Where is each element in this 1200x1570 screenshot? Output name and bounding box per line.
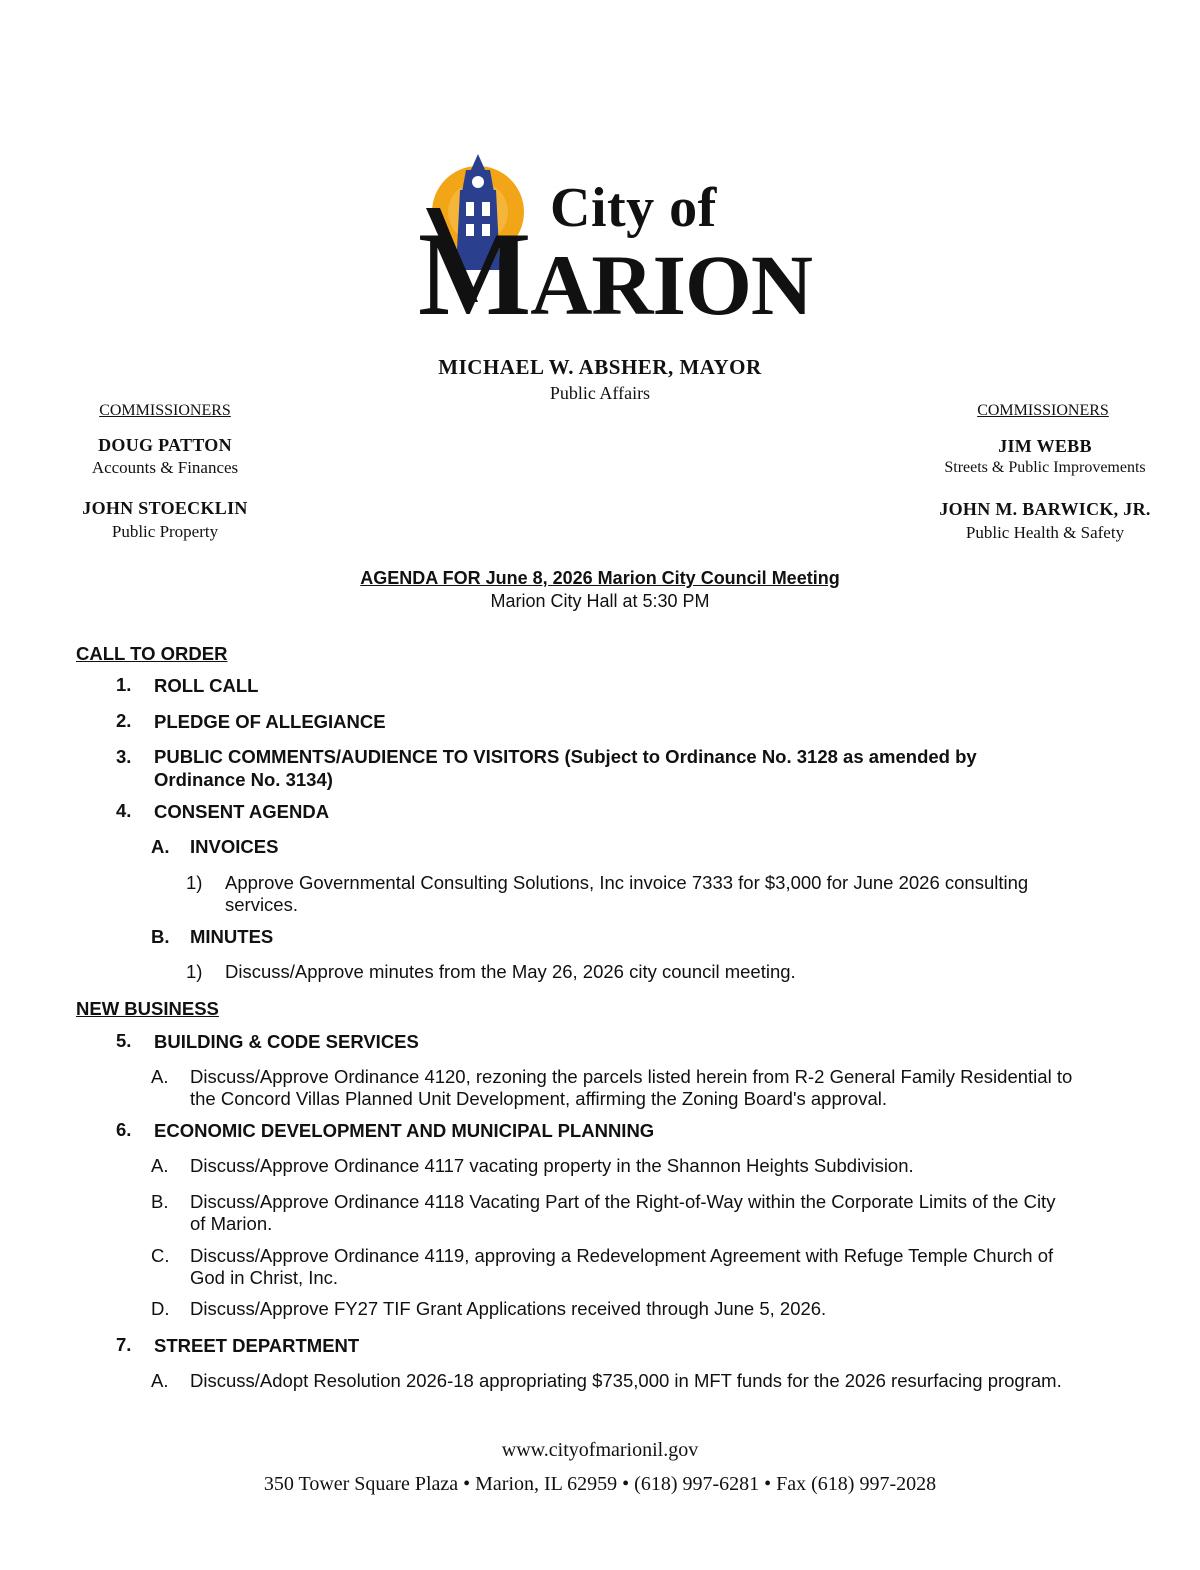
line-ordinance-4118 — [190, 1191, 1150, 1235]
sub-letter: A. — [151, 836, 170, 857]
agenda-subtitle: Marion City Hall at 5:30 PM — [490, 591, 710, 611]
sub-letter: B. — [151, 926, 170, 947]
commissioner-john-barwick — [900, 499, 1190, 543]
commissioner-name: JIM WEBB — [998, 436, 1092, 456]
item-street-department: STREET DEPARTMENT — [154, 1335, 360, 1356]
sub-minutes: MINUTES — [190, 926, 274, 947]
line-number: 1) — [186, 961, 203, 982]
commissioner-name: DOUG PATTON — [98, 435, 232, 455]
line-resolution-2026-18: Discuss/Adopt Resolution 2026-18 appropriating $735,000 in MFT funds for the 2026 resurfacing program. — [190, 1370, 1062, 1391]
section-call-to-order: CALL TO ORDER — [76, 643, 228, 664]
mayor-role: Public Affairs — [549, 383, 651, 403]
item-number: 2. — [116, 710, 132, 731]
logo-line-city: City of — [550, 177, 717, 239]
line-part: God in Christ, Inc. — [190, 1267, 339, 1288]
commissioners-heading: COMMISSIONERS — [977, 402, 1109, 419]
line-invoice-approval — [225, 872, 1145, 916]
item-line: PUBLIC COMMENTS/AUDIENCE TO VISITORS (Subject to Ordinance No. 3128 as amended by — [154, 746, 977, 767]
item-number: 3. — [116, 746, 132, 767]
line-part: Discuss/Approve Ordinance 4120, rezoning the parcels listed herein from R-2 General Family Residential to — [190, 1066, 1073, 1087]
line-part: Discuss/Approve Ordinance 4119, approving a Redevelopment Agreement with Refuge Temple Church of — [190, 1245, 1054, 1266]
item-number: 7. — [116, 1334, 132, 1355]
footer-address: 350 Tower Square Plaza • Marion, IL 62959 • (618) 997-6281 • Fax (618) 997-2028 — [263, 1473, 937, 1495]
item-public-comments — [154, 745, 1154, 791]
commissioner-name: JOHN STOECKLIN — [82, 498, 248, 518]
sub-invoices: INVOICES — [190, 836, 279, 857]
line-part: services. — [225, 894, 298, 915]
commissioner-john-stoecklin — [40, 498, 290, 542]
commissioners-heading: COMMISSIONERS — [99, 402, 231, 419]
line-minutes-approval: Discuss/Approve minutes from the May 26, 2026 city council meeting. — [225, 961, 796, 982]
line-letter: A. — [151, 1370, 169, 1391]
line-part: Approve Governmental Consulting Solutions, Inc invoice 7333 for $3,000 for June 2026 consulting — [225, 872, 1029, 893]
line-tif-grants: Discuss/Approve FY27 TIF Grant Applications received through June 5, 2026. — [190, 1298, 827, 1319]
logo-rest: ARION — [530, 237, 812, 333]
line-ordinance-4120 — [190, 1066, 1150, 1110]
line-ordinance-4117: Discuss/Approve Ordinance 4117 vacating property in the Shannon Heights Subdivision. — [190, 1155, 914, 1176]
commissioner-jim-webb — [910, 436, 1180, 477]
item-economic-development: ECONOMIC DEVELOPMENT AND MUNICIPAL PLANNING — [154, 1120, 655, 1141]
commissioner-role: Streets & Public Improvements — [944, 459, 1146, 476]
agenda-title: AGENDA FOR June 8, 2026 Marion City Council Meeting — [360, 568, 840, 588]
line-part: Discuss/Approve Ordinance 4118 Vacating Part of the Right-of-Way within the Corporate Limits of the City — [190, 1191, 1056, 1212]
line-letter: D. — [151, 1298, 170, 1319]
item-roll-call: ROLL CALL — [154, 675, 259, 696]
item-building-code: BUILDING & CODE SERVICES — [154, 1031, 419, 1052]
commissioner-role: Public Health & Safety — [965, 523, 1125, 542]
line-part: of Marion. — [190, 1213, 273, 1234]
item-number: 4. — [116, 800, 132, 821]
line-ordinance-4119 — [190, 1245, 1150, 1289]
footer-website: www.cityofmarionil.gov — [501, 1439, 699, 1461]
line-letter: A. — [151, 1066, 169, 1087]
logo-initial: M — [418, 207, 531, 340]
item-line: Ordinance No. 3134) — [154, 769, 333, 790]
line-part: the Concord Villas Planned Unit Development, affirming the Zoning Board's approval. — [190, 1088, 887, 1109]
mayor-name: MICHAEL W. ABSHER, MAYOR — [438, 355, 762, 379]
commissioner-name: JOHN M. BARWICK, JR. — [939, 499, 1151, 519]
item-number: 5. — [116, 1030, 132, 1051]
line-letter: C. — [151, 1245, 170, 1266]
line-number: 1) — [186, 872, 203, 893]
section-new-business: NEW BUSINESS — [76, 998, 219, 1019]
line-letter: B. — [151, 1191, 169, 1212]
commissioner-role: Accounts & Finances — [91, 458, 239, 477]
item-number: 6. — [116, 1119, 132, 1140]
commissioner-doug-patton — [50, 435, 280, 478]
item-number: 1. — [116, 674, 132, 695]
item-consent-agenda: CONSENT AGENDA — [154, 801, 330, 822]
commissioner-role: Public Property — [111, 522, 219, 541]
city-logo — [410, 150, 812, 340]
line-letter: A. — [151, 1155, 169, 1176]
commissioners-left — [60, 402, 270, 420]
commissioners-right — [938, 402, 1148, 420]
item-pledge: PLEDGE OF ALLEGIANCE — [154, 711, 386, 732]
